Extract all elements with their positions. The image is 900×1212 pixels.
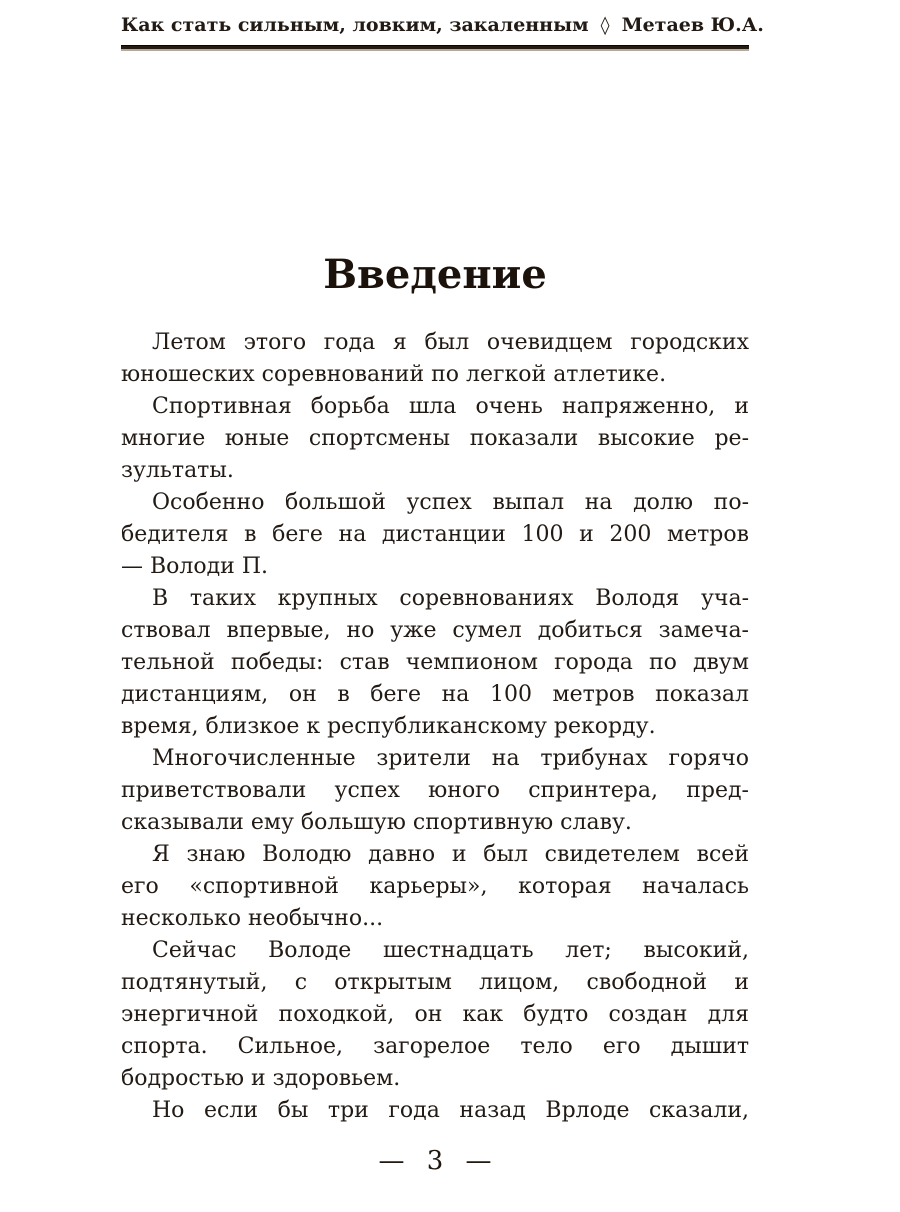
text-line: его «спортивной карьеры», которая началась xyxy=(121,874,749,899)
text-line: многие юные спортсмены показали высокие ре- xyxy=(121,426,749,451)
text-line: Я знаю Володю давно и был свидетелем всей xyxy=(152,842,749,867)
text-line: дистанциям, он в беге на 100 метров показал xyxy=(121,682,749,707)
text-line: подтянутый, с открытым лицом, свободной и xyxy=(121,970,749,995)
header-author: Метаев Ю.А. xyxy=(621,14,764,36)
page-column xyxy=(121,12,764,1177)
text-line: Особенно большой успех выпал на долю по- xyxy=(152,490,749,515)
book-page xyxy=(0,12,900,1212)
text-line: приветствовали успех юного спринтера, пред- xyxy=(121,778,749,803)
paragraph xyxy=(121,327,749,391)
text-line: Спортивная борьба шла очень напряженно, и xyxy=(152,394,749,419)
text-line: бодростью и здоровьем. xyxy=(121,1066,401,1091)
paragraph xyxy=(121,391,749,487)
text-line: юношеских соревнований по легкой атлетике. xyxy=(121,362,667,387)
header-book-title: Как стать сильным, ловким, закаленным xyxy=(121,14,589,36)
chapter-heading: Введение xyxy=(323,251,547,298)
text-line: спорта. Сильное, загорелое тело его дышит xyxy=(121,1034,749,1059)
paragraph xyxy=(121,839,749,935)
body-text xyxy=(121,327,749,1127)
header-rule-divider xyxy=(121,45,749,51)
text-line: Но если бы три года назад Врлоде сказали, xyxy=(152,1098,749,1123)
paragraph xyxy=(121,743,749,839)
text-line: энергичной походкой, он как будто создан для xyxy=(121,1002,749,1027)
text-line: сказывали ему большую спортивную славу. xyxy=(121,810,632,835)
text-line: бедителя в беге на дистанции 100 и 200 метров xyxy=(121,522,749,547)
running-header xyxy=(121,12,764,39)
text-line: — Володи П. xyxy=(121,554,269,579)
text-line: несколько необычно... xyxy=(121,906,384,931)
text-line: В таких крупных соревнованиях Володя уча- xyxy=(152,586,749,611)
paragraph xyxy=(121,583,749,743)
paragraph xyxy=(121,935,749,1095)
text-line: Многочисленные зрители на трибунах горячо xyxy=(152,746,749,771)
paragraph xyxy=(121,1095,749,1127)
diamond-icon: ◊ xyxy=(600,15,610,36)
page-number: — 3 — xyxy=(378,1146,492,1176)
text-line: ствовал впервые, но уже сумел добиться замеча- xyxy=(121,618,749,643)
text-line: Сейчас Володе шестнадцать лет; высокий, xyxy=(152,938,749,963)
text-line: Летом этого года я был очевидцем городских xyxy=(152,330,749,355)
text-line: тельной победы: став чемпионом города по двум xyxy=(121,650,749,675)
text-line: зультаты. xyxy=(121,458,234,483)
text-line: время, близкое к республиканскому рекорду. xyxy=(121,714,656,739)
paragraph xyxy=(121,487,749,583)
